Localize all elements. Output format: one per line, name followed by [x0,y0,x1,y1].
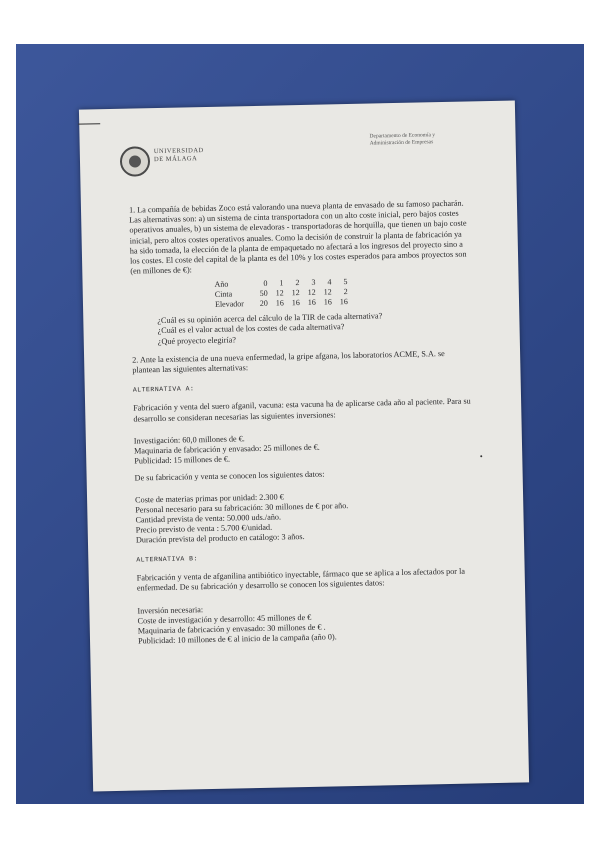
table-cell: 16 [323,296,332,307]
list-item: Personal necesario para su fabricación: 30 millones de € por año. [135,501,349,515]
list-item: Maquinaria de fabricación y envasado: 25 millones de €. [133,442,320,456]
table-cell: 50 [259,288,268,298]
subquestion: ¿Cuál es su opinión acerca del cálculo de la TIR de cada alternativa? [157,311,383,326]
table-cell: 3 [311,278,316,288]
list-item: Publicidad: 15 millones de €. [134,454,231,466]
table-cell: 4 [327,277,332,287]
alternative-b-heading: ALTERNATIVA B: [136,555,199,564]
table-cell: 0 [263,279,268,289]
list-item: Coste de investigación y desarrollo: 45 millones de € [137,612,312,626]
table-cell: 16 [307,297,316,307]
alternative-a-heading: ALTERNATIVA A: [132,385,195,394]
alternative-b-intro: Fabricación y venta de afganilina antibiótico inyectable, fármaco que se aplica a los afectados por la enfermedad. De su fabricación y desarrollo se conocen los siguientes datos: [136,566,466,593]
alternative-a-data-intro: De su fabricación y venta se conocen los siguientes datos: [134,469,325,483]
subquestion: ¿Cuál es el valor actual de los costes de cada alternativa? [157,322,345,336]
question-2-text: 2. Ante la existencia de una nueva enfermedad, la gripe afgana, los laboratorios ACME, S.A. se plantean las siguientes alternativas: [132,348,445,375]
alternative-a-data [135,488,476,545]
list-item: Inversión necesaria: [137,604,204,616]
alternative-a-intro: Fabricación y venta del suero afganil, vacuna: esta vacuna ha de aplicarse cada año al paciente. Para su desarrollo se consideran necesarias las siguientes inversiones: [133,396,471,424]
table-cell: 1 [279,278,284,288]
table-cell: Año [214,279,229,290]
table-cell: Elevador [214,298,244,309]
cost-table [211,277,352,309]
table-cell: 20 [259,298,268,308]
table-cell: 16 [339,296,348,306]
table-cell: 2 [295,278,300,288]
table-cell: 16 [275,298,284,308]
table-cell: 12 [291,288,300,298]
table-cell: 16 [291,297,300,307]
ink-dot [480,455,482,457]
university-name: UNIVERSIDAD DE MÁLAGA [153,147,204,164]
list-item: Publicidad: 10 millones de € al inicio de la campaña (año 0). [137,631,337,646]
list-item: Cantidad prevista de venta: 50.000 uds./año. [135,512,282,525]
question-1-subquestions [157,310,472,347]
list-item: Investigación: 60,0 millones de €. [133,434,245,446]
department-name: Departamento de Economía y Administración de Empresas [369,132,436,147]
list-item: Maquinaria de fabricación y envasado: 30 millones de € . [137,622,326,636]
table-cell: 12 [275,288,284,298]
list-item: Coste de materias primas por unidad: 2.300 € [135,492,284,505]
alternative-b-data [137,599,478,646]
table-cell: Cinta [214,289,233,299]
list-item: Precio previsto de venta : 5.700 €/unidad. [135,522,273,535]
exam-sheet [79,101,529,792]
table-cell: 2 [343,287,348,297]
subquestion: ¿Qué proyecto elegiría? [157,335,237,346]
table-cell: 5 [343,277,348,287]
exam-content [129,198,478,646]
university-seal-icon [120,146,151,177]
list-item: Duración prevista del producto en catálogo: 3 años. [135,532,305,545]
table-cell: 12 [323,287,332,297]
table-cell: 12 [307,287,316,297]
pen-mark [78,123,100,124]
question-1-text: 1. La compañía de bebidas Zoco está valorando una nueva planta de envasado de su famoso pacharán. Las alternativas son: a) un sistema de cinta transportadora con un alto coste inicial, pero bajos costes operativos anuales, b) un sistema de elevadoras - transportadoras de horquilla, que tienen un bajo coste inicial, pero altos costes operativos anuales. Como la decisión de construir la planta de fabricación ya ha sido tomada, la elección de la planta de empaquetado no afectará a los ingresos del proyecto sino a los costes. El coste del capital de la planta es del 10% y los costes esperados para ambos proyectos son (en millones de €): [128,198,467,276]
table-row [211,297,352,310]
